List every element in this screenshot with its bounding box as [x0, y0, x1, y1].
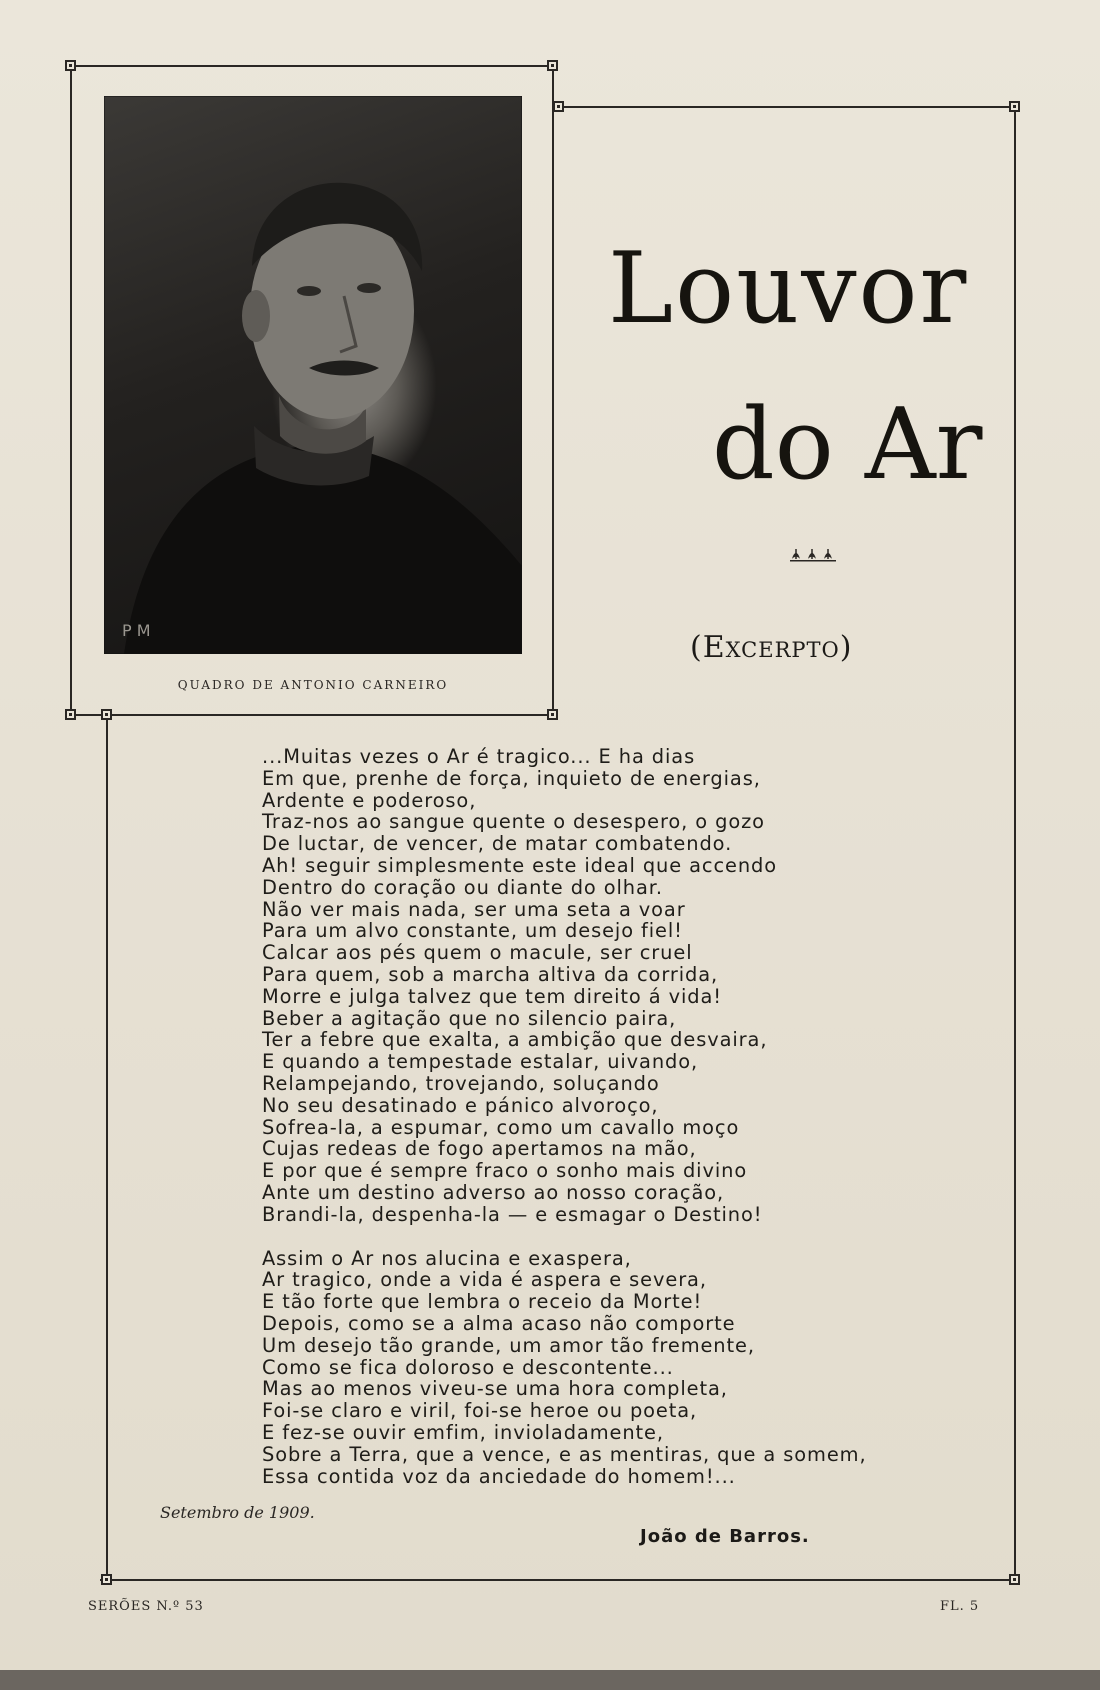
frame-corner-ornament: [547, 60, 558, 71]
poem-line: Para quem, sob a marcha altiva da corrida,: [262, 962, 719, 986]
poem-line: Ter a febre que exalta, a ambição que desvaira,: [262, 1028, 768, 1052]
frame-corner-ornament: [553, 101, 564, 112]
frame-corner-ornament: [65, 709, 76, 720]
frame-corner-ornament: [101, 1574, 112, 1585]
poem-stanza-2: [262, 1248, 942, 1488]
poem-line: Morre e julga talvez que tem direito á vida!: [262, 984, 722, 1008]
frame-rule: [1014, 106, 1016, 1580]
poem-body: [262, 746, 942, 1487]
footer-issue: SERÕES N.º 53: [88, 1599, 204, 1614]
poem-title-line-2: do Ar: [712, 388, 983, 502]
poem-line: Ardente e poderoso,: [262, 788, 477, 812]
poem-line: Assim o Ar nos alucina e exaspera,: [262, 1246, 632, 1270]
frame-corner-ornament: [1009, 101, 1020, 112]
poem-stanza-1: [262, 746, 942, 1226]
poem-line: Não ver mais nada, ser uma seta a voar: [262, 897, 686, 921]
poem-line: Essa contida voz da anciedade do homem!...: [262, 1464, 736, 1488]
floral-ornament-icon: [788, 545, 840, 565]
frame-rule: [70, 65, 552, 67]
poem-line: Mas ao menos viveu-se uma hora completa,: [262, 1377, 728, 1401]
poem-line: Sofrea-la, a espumar, como um cavallo moço: [262, 1115, 740, 1139]
frame-rule: [70, 65, 72, 715]
poem-line: Cujas redeas de fogo apertamos na mão,: [262, 1137, 697, 1161]
poem-line: E tão forte que lembra o receio da Morte!: [262, 1290, 703, 1314]
poem-line: Sobre a Terra, que a vence, e as mentiras, que a somem,: [262, 1442, 867, 1466]
poem-line: Foi-se claro e viril, foi-se heroe ou poeta,: [262, 1399, 698, 1423]
frame-corner-ornament: [1009, 1574, 1020, 1585]
footer-page-number: FL. 5: [940, 1599, 980, 1614]
poem-title-line-1: Louvor: [608, 232, 969, 346]
frame-corner-ornament: [547, 709, 558, 720]
poem-author: João de Barros.: [640, 1526, 810, 1547]
poem-line: Beber a agitação que no silencio paira,: [262, 1006, 677, 1030]
poem-line: Ah! seguir simplesmente este ideal que accendo: [262, 853, 778, 877]
frame-corner-ornament: [65, 60, 76, 71]
frame-rule: [106, 714, 108, 1580]
poem-line: E fez-se ouvir emfim, invioladamente,: [262, 1420, 664, 1444]
poem-line: No seu desatinado e pánico alvoroço,: [262, 1093, 659, 1117]
frame-rule: [70, 714, 552, 716]
poem-line: Como se fica doloroso e descontente...: [262, 1355, 674, 1379]
poem-line: Depois, como se a alma acaso não comporte: [262, 1311, 736, 1335]
poem-line: E quando a tempestade estalar, uivando,: [262, 1050, 699, 1074]
poem-line: Ar tragico, onde a vida é aspera e severa,: [262, 1268, 707, 1292]
poem-line: Brandi-la, despenha-la — e esmagar o Destino!: [262, 1202, 763, 1226]
poem-line: ...Muitas vezes o Ar é tragico... E ha dias: [262, 745, 696, 768]
poem-line: Ante um destino adverso ao nosso coração,: [262, 1180, 725, 1204]
poem-line: Traz-nos ao sangue quente o desespero, o gozo: [262, 810, 765, 834]
portrait-painting: [104, 96, 522, 654]
frame-corner-ornament: [101, 709, 112, 720]
frame-rule: [558, 106, 1016, 108]
frame-rule: [100, 1579, 1014, 1581]
poem-line: Para um alvo constante, um desejo fiel!: [262, 919, 683, 943]
poem-line: Um desejo tão grande, um amor tão fremente,: [262, 1333, 755, 1357]
poem-line: Relampejando, trovejando, soluçando: [262, 1071, 660, 1095]
poem-line: Calcar aos pés quem o macule, ser cruel: [262, 941, 693, 965]
frame-rule: [552, 107, 554, 715]
portrait-caption: QUADRO DE ANTONIO CARNEIRO: [177, 678, 449, 692]
poem-date: Setembro de 1909.: [160, 1503, 315, 1522]
poem-subtitle: (Excerpto): [690, 630, 853, 665]
poem-line: De luctar, de vencer, de matar combatendo.: [262, 832, 733, 856]
poem-line: E por que é sempre fraco o sonho mais divino: [262, 1159, 748, 1183]
poem-line: Em que, prenhe de força, inquieto de energias,: [262, 766, 761, 790]
scan-edge: [0, 1670, 1100, 1690]
poem-line: Dentro do coração ou diante do olhar.: [262, 875, 663, 899]
painter-signature: P M: [122, 621, 151, 640]
